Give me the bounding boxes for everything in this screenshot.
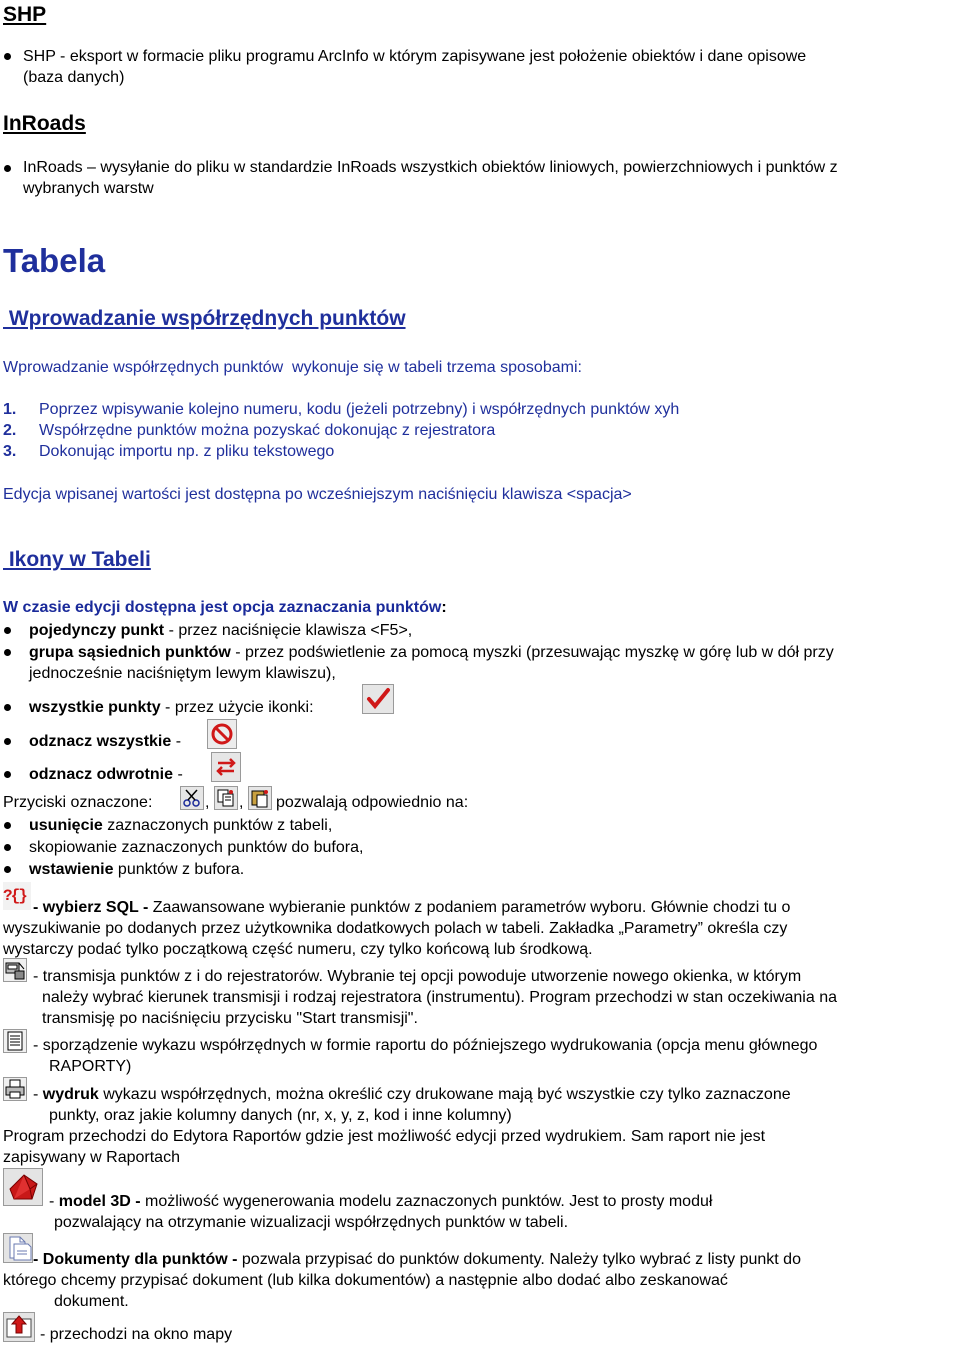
inroads-bullet-line1: InRoads – wysyłanie do pliku w standardzie InRoads wszystkich obiektów liniowych, powierzchniowych i punktów z [23,159,838,176]
selection-item-3 [29,698,314,718]
button-item-1 [29,816,332,836]
button-item-3-bold: wstawienie [29,861,114,878]
selection-item-4-bold: odznacz wszystkie [29,733,172,750]
inroads-heading: InRoads [3,112,86,135]
model-3d-icon[interactable] [3,1168,43,1206]
docs-line1 [33,1250,801,1270]
tabela-intro [3,358,582,378]
model-line1 [49,1192,712,1212]
selection-item-5 [29,765,183,785]
print-line1 [33,1085,791,1105]
selection-title-line [3,598,447,618]
bullet [4,738,11,745]
map-arrow-icon[interactable] [3,1312,35,1342]
selection-item-5-rest: - [173,766,183,783]
sql-bold: - wybierz SQL - [33,899,149,916]
model-pre: - [49,1193,59,1210]
selection-item-2-line2: jednocześnie naciśniętym lewym klawiszu), [29,665,336,682]
button-item-3 [29,860,244,880]
selection-item-1-rest: - przez naciśnięcie klawisza <F5>, [164,622,413,639]
sql-line1 [33,898,790,918]
selection-item-3-rest: - przez użycie ikonki: [160,699,314,716]
bullet [4,53,11,60]
method-3-number: 3. [3,443,17,460]
bullet [4,866,11,873]
tabela-intro-rest: wykonuje się w tabeli trzema sposobami: [283,359,582,376]
buttons-intro-d: pozwalają odpowiednio na: [276,794,469,811]
sql-line3: wystarczy podać tylko początkową część numeru, czy tylko końcową lub środkową. [3,941,593,958]
print-pre: - [33,1086,43,1103]
model-bold: model 3D - [58,1193,141,1210]
editor-line1: Program przechodzi do Edytora Raportów gdzie jest możliwość edycji przed wydrukiem. Sam raport nie jest [3,1128,766,1145]
inroads-bullet-line2: wybranych warstw [23,180,154,197]
selection-item-2-bold: grupa sąsiednich punktów [29,644,231,661]
editor-line2: zapisywany w Raportach [3,1149,180,1166]
buttons-intro-b: , [205,794,210,811]
method-3-text: Dokonując importu np. z pliku tekstowego [39,443,335,460]
shp-bullet-line2: (baza danych) [23,69,125,86]
report-line2: RAPORTY) [49,1058,132,1075]
map-text: - przechodzi na okno mapy [40,1326,233,1343]
model-rest: możliwość wygenerowania modelu zaznaczonych punktów. Jest to prosty moduł [140,1193,713,1210]
ikony-heading: Ikony w Tabeli [3,548,151,571]
docs-line2: którego chcemy przypisać dokument (lub kilka dokumentów) a następnie albo dodać albo zeskanować [3,1272,728,1289]
method-1-text: Poprzez wpisywanie kolejno numeru, kodu (jeżeli potrzebny) i współrzędnych punktów xyh [39,401,680,418]
selection-item-4 [29,732,181,752]
model-line2: pozwalający na otrzymanie wizualizacji współrzędnych punktów w tabeli. [54,1214,569,1231]
selection-item-1-bold: pojedynczy punkt [29,622,165,639]
sql-rest: Zaawansowane wybieranie punktów z podaniem parametrów wyboru. Głównie chodzi tu o [148,899,791,916]
document-icon[interactable] [3,1233,33,1263]
swap-arrows-icon[interactable] [211,752,241,782]
print-bold: wydruk [42,1086,99,1103]
buttons-intro-c: , [239,794,244,811]
copy-icon[interactable] [214,786,238,810]
selection-title: W czasie edycji dostępna jest opcja zaznaczania punktów [3,599,442,616]
selection-item-2 [29,643,834,663]
bullet [4,822,11,829]
method-2-text: Współrzędne punktów można pozyskać dokonując z rejestratora [39,422,496,439]
prohibit-icon[interactable] [207,719,237,749]
tabela-intro-blue: Wprowadzanie współrzędnych punktów [3,359,284,376]
button-item-2: skopiowanie zaznaczonych punktów do bufora, [29,839,364,856]
sql-icon[interactable] [3,882,31,910]
report-line1: - sporządzenie wykazu współrzędnych w formie raportu do późniejszego wydrukowania (opcja menu głównego [33,1037,818,1054]
docs-bold: - Dokumenty dla punktów - [33,1251,238,1268]
selection-item-4-rest: - [171,733,182,750]
bullet [4,844,11,851]
buttons-intro-a: Przyciski oznaczone: [3,794,153,811]
edit-note: Edycja wpisanej wartości jest dostępna po wcześniejszym naciśnięciu klawisza <spacja> [3,486,632,503]
report-icon[interactable] [3,1029,27,1053]
transmit-line2: należy wybrać kierunek transmisji i rodzaj rejestratora (instrumentu). Program przechodzi w stan oczekiwania na [42,989,837,1006]
docs-rest: pozwala przypisać do punktów dokumenty. Należy tylko wybrać z listy punkt do [237,1251,801,1268]
sql-icon-glyph: ?{} [3,887,26,905]
print-line2: punkty, oraz jakie kolumny danych (nr, x, y, z, kod i inne kolumny) [49,1107,512,1124]
tabela-heading: Tabela [3,242,106,279]
selection-colon: : [441,599,447,616]
bullet [4,649,11,656]
tabela-subheading: Wprowadzanie współrzędnych punktów [3,307,406,330]
selection-item-3-bold: wszystkie punkty [29,699,161,716]
button-item-3-rest: punktów z bufora. [113,861,245,878]
transmit-icon[interactable] [3,958,27,982]
button-item-1-rest: zaznaczonych punktów z tabeli, [102,817,333,834]
bullet [4,771,11,778]
method-1-number: 1. [3,401,17,418]
transmit-line1: - transmisja punktów z i do rejestratorów. Wybranie tej opcji powoduje utworzenie nowego okienka, w którym [33,968,802,985]
button-item-1-bold: usunięcie [29,817,103,834]
shp-bullet-line1: SHP - eksport w formacie pliku programu ArcInfo w którym zapisywane jest położenie obiektów i dane opisowe [23,48,807,65]
sql-line2: wyszukiwanie po dodanych przez użytkownika dodatkowych polach w tabeli. Zakładka „Parametry” określa czy [3,920,788,937]
selection-item-5-bold: odznacz odwrotnie [29,766,173,783]
selection-item-1 [29,621,412,641]
docs-line3: dokument. [54,1293,129,1310]
method-2-number: 2. [3,422,17,439]
cut-icon[interactable] [180,786,204,810]
check-icon[interactable] [362,684,394,714]
shp-heading: SHP [3,3,47,26]
selection-item-2-rest: - przez podświetlenie za pomocą myszki (przesuwając myszkę w górę lub w dół przy [230,644,834,661]
printer-icon[interactable] [3,1077,27,1101]
paste-icon[interactable] [248,786,272,810]
bullet [4,627,11,634]
bullet [4,704,11,711]
bullet [4,165,11,172]
print-rest: wykazu współrzędnych, można określić czy drukowane mają być wszystkie czy tylko zaznaczone [98,1086,791,1103]
transmit-line3: transmisję po naciśnięciu przycisku "Start transmisji". [42,1010,418,1027]
